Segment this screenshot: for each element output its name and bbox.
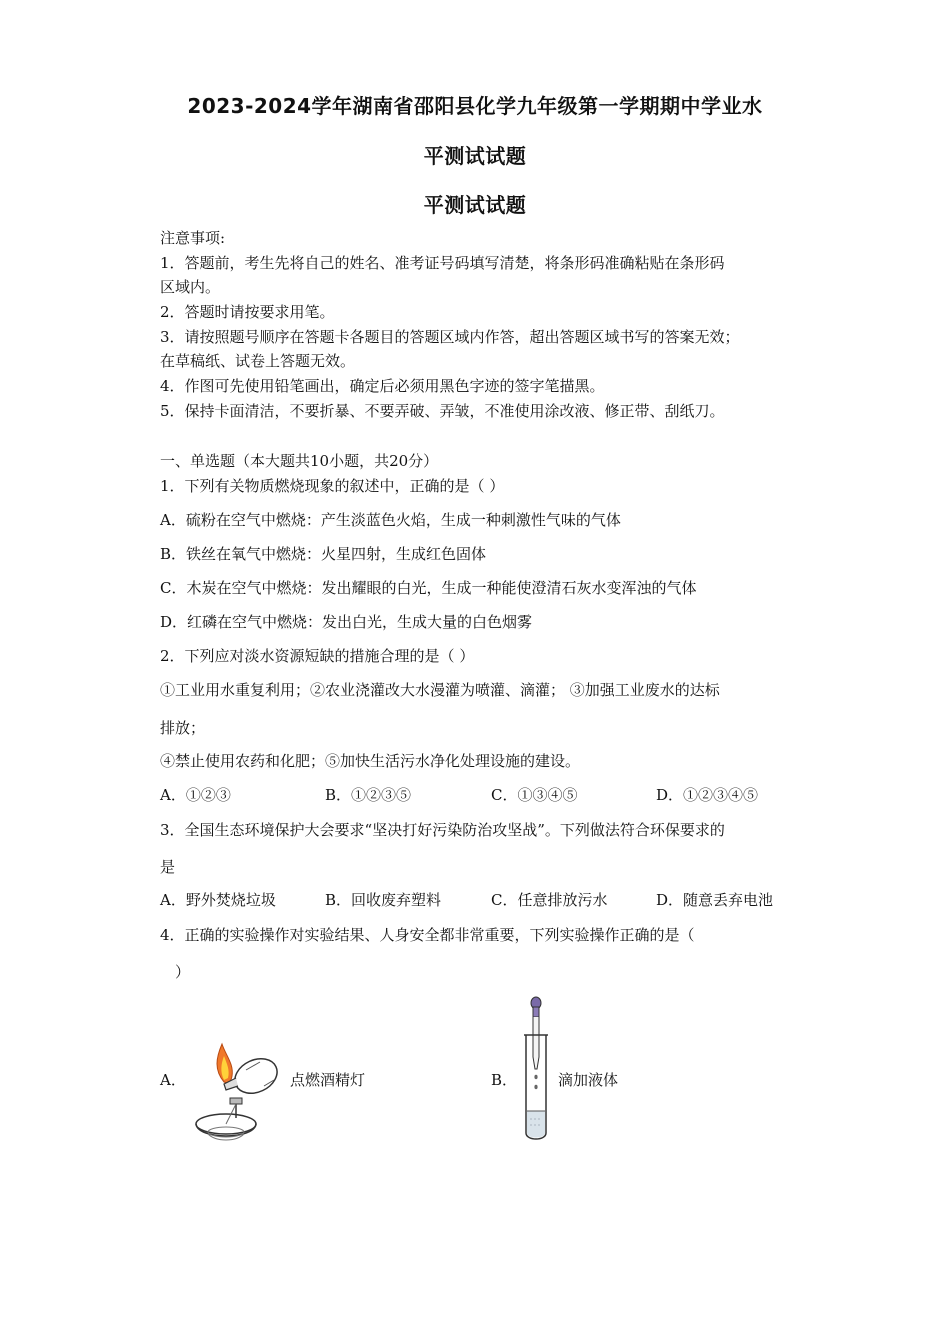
notice-item-4: 4．作图可先使用铅笔画出，确定后必须用黑色字迹的签字笔描黑。 <box>160 377 605 395</box>
question-2-statement-line2: 排放； <box>160 719 206 737</box>
section-heading: 一、单选题（本大题共10小题，共20分） <box>160 452 439 470</box>
question-4-option-a-caption: 点燃酒精灯 <box>290 1071 366 1089</box>
question-1-option-b: B．铁丝在氧气中燃烧：火星四射，生成红色固体 <box>160 545 487 563</box>
question-3-option-a: A．野外焚烧垃圾 <box>160 891 276 909</box>
question-2-option-b: B．①②③⑤ <box>325 786 412 804</box>
question-1-stem: 1．下列有关物质燃烧现象的叙述中，正确的是（ ） <box>160 477 505 495</box>
question-2-statement-line3: ④禁止使用农药和化肥；⑤加快生活污水净化处理设施的建设。 <box>160 752 581 770</box>
question-4-option-b-letter: B． <box>491 1071 518 1089</box>
question-1-option-d: D．红磷在空气中燃烧：发出白光，生成大量的白色烟雾 <box>160 613 533 631</box>
notice-heading: 注意事项: <box>160 229 226 247</box>
alcohol-lamp-lighting-illustration <box>186 1040 286 1148</box>
question-3-option-c: C．任意排放污水 <box>491 891 608 909</box>
question-2-statement-line1: ①工业用水重复利用；②农业浇灌改大水漫灌为喷灌、滴灌； ③加强工业废水的达标 <box>160 681 720 699</box>
notice-item-2: 2．答题时请按要求用笔。 <box>160 303 335 321</box>
question-3-stem: 3．全国生态环境保护大会要求“坚决打好污染防治攻坚战”。下列做法符合环保要求的 <box>160 821 725 839</box>
question-3-stem-cont: 是 <box>160 858 176 876</box>
question-2-option-c: C．①③④⑤ <box>491 786 578 804</box>
question-2-option-d: D．①②③④⑤ <box>656 786 759 804</box>
notice-item-3-cont: 在草稿纸、试卷上答题无效。 <box>160 352 356 370</box>
question-4-option-a-letter: A． <box>160 1071 186 1089</box>
question-4-stem-cont: ） <box>175 963 191 981</box>
question-3-option-d: D．随意丢弃电池 <box>656 891 774 909</box>
notice-item-3: 3．请按照题号顺序在答题卡各题目的答题区域内作答，超出答题区域书写的答案无效； <box>160 328 740 346</box>
exam-title-line3: 平测试试题 <box>423 193 527 217</box>
question-1-option-c: C．木炭在空气中燃烧：发出耀眼的白光，生成一种能使澄清石灰水变浑浊的气体 <box>160 579 697 597</box>
question-2-option-a: A．①②③ <box>160 786 231 804</box>
question-1-option-a: A．硫粉在空气中燃烧：产生淡蓝色火焰，生成一种刺激性气味的气体 <box>160 511 621 529</box>
notice-item-1: 1．答题前，考生先将自己的姓名、准考证号码填写清楚，将条形码准确粘贴在条形码 <box>160 254 725 272</box>
question-4-option-b-caption: 滴加液体 <box>558 1071 619 1089</box>
question-2-stem: 2．下列应对淡水资源短缺的措施合理的是（ ） <box>160 647 475 665</box>
question-3-option-b: B．回收废弃塑料 <box>325 891 442 909</box>
dropper-test-tube-illustration <box>518 995 554 1143</box>
question-4-stem: 4．正确的实验操作对实验结果、人身安全都非常重要，下列实验操作正确的是（ <box>160 926 695 944</box>
exam-title-line2: 平测试试题 <box>423 144 527 168</box>
notice-item-5: 5．保持卡面清洁，不要折暴、不要弄破、弄皱，不准使用涂改液、修正带、刮纸刀。 <box>160 402 725 420</box>
notice-item-1-cont: 区域内。 <box>160 278 221 296</box>
exam-title-line1: 2023-2024学年湖南省邵阳县化学九年级第一学期期中学业水 <box>187 94 763 118</box>
